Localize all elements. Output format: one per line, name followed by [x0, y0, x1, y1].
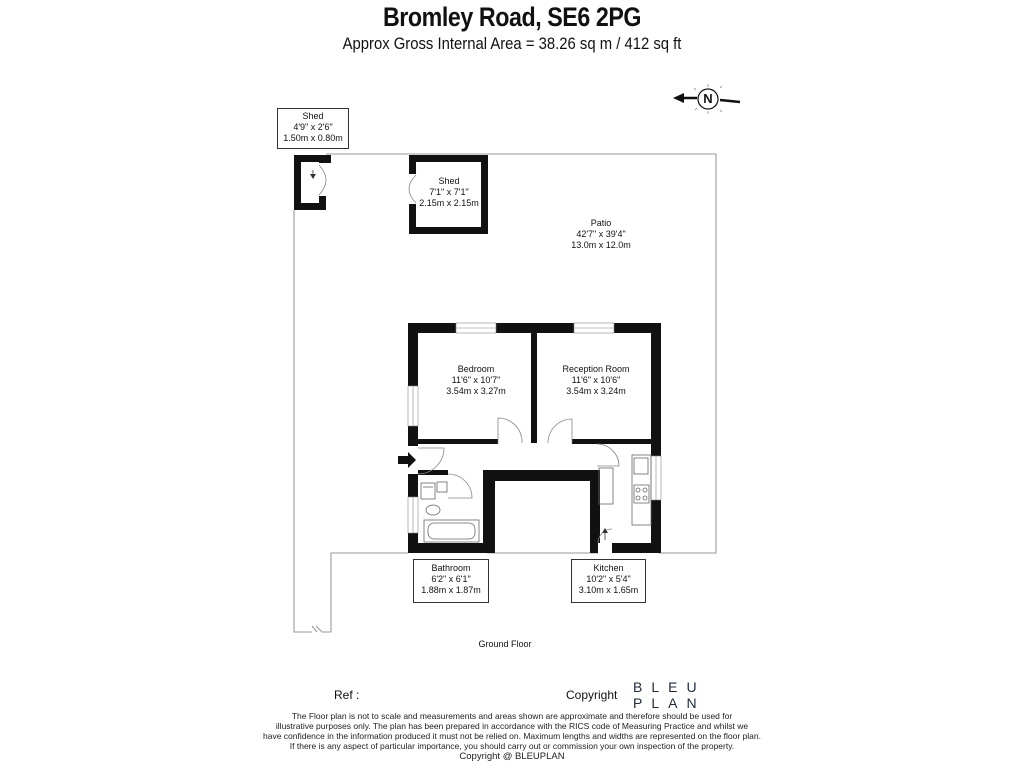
reception-room-label: Reception Room 11'6" x 10'6" 3.54m x 3.24m — [562, 364, 630, 396]
ref-label: Ref : — [334, 688, 360, 702]
floor-label: Ground Floor — [478, 639, 532, 649]
kitchen-label: Kitchen 10'2" x 5'4" 3.10m x 1.65m — [571, 559, 646, 603]
bleuplan-logo-line2: PLAN — [633, 695, 706, 711]
bathroom-fittings — [421, 482, 479, 542]
small-shed-walls — [294, 155, 331, 210]
disclaimer-line: If there is any aspect of particular importance, you should carry out or commission your own inspection of the property. — [289, 741, 735, 751]
compass-n-label: N — [703, 91, 713, 106]
shed-small-label: Shed 4'9" x 2'6" 1.50m x 0.80m — [277, 108, 349, 149]
disclaimer-text — [0, 711, 1024, 762]
kitchen-fittings — [599, 455, 651, 525]
shed-large-label: Shed 7'1" x 7'1" 2.15m x 2.15m — [419, 176, 479, 208]
disclaimer-line: illustrative purposes only. The plan has been prepared in accordance with the RICS code of Measuring Practice and whilst we — [275, 721, 749, 731]
bathroom-label: Bathroom 6'2" x 6'1" 1.88m x 1.87m — [413, 559, 489, 603]
copyright-label: Copyright — [566, 688, 618, 702]
page-title: Bromley Road, SE6 2PG — [382, 2, 642, 32]
page-subtitle: Approx Gross Internal Area = 38.26 sq m / 412 sq ft — [342, 35, 682, 53]
house-walls — [408, 323, 661, 553]
patio-label: Patio 42'7" x 39'4" 13.0m x 12.0m — [571, 218, 631, 250]
disclaimer-line: have confidence in the information produced it must not be relied on. Maximum lengths and widths are represented on the floor plan. — [262, 731, 761, 741]
disclaimer-line: The Floor plan is not to scale and measurements and areas shown are approximate and therefore should be used for — [291, 711, 733, 721]
bleuplan-logo-line1: BLEU — [633, 679, 706, 695]
bedroom-label: Bedroom 11'6" x 10'7" 3.54m x 3.27m — [446, 364, 506, 396]
copyright-footer: Copyright @ BLEUPLAN — [459, 751, 565, 762]
